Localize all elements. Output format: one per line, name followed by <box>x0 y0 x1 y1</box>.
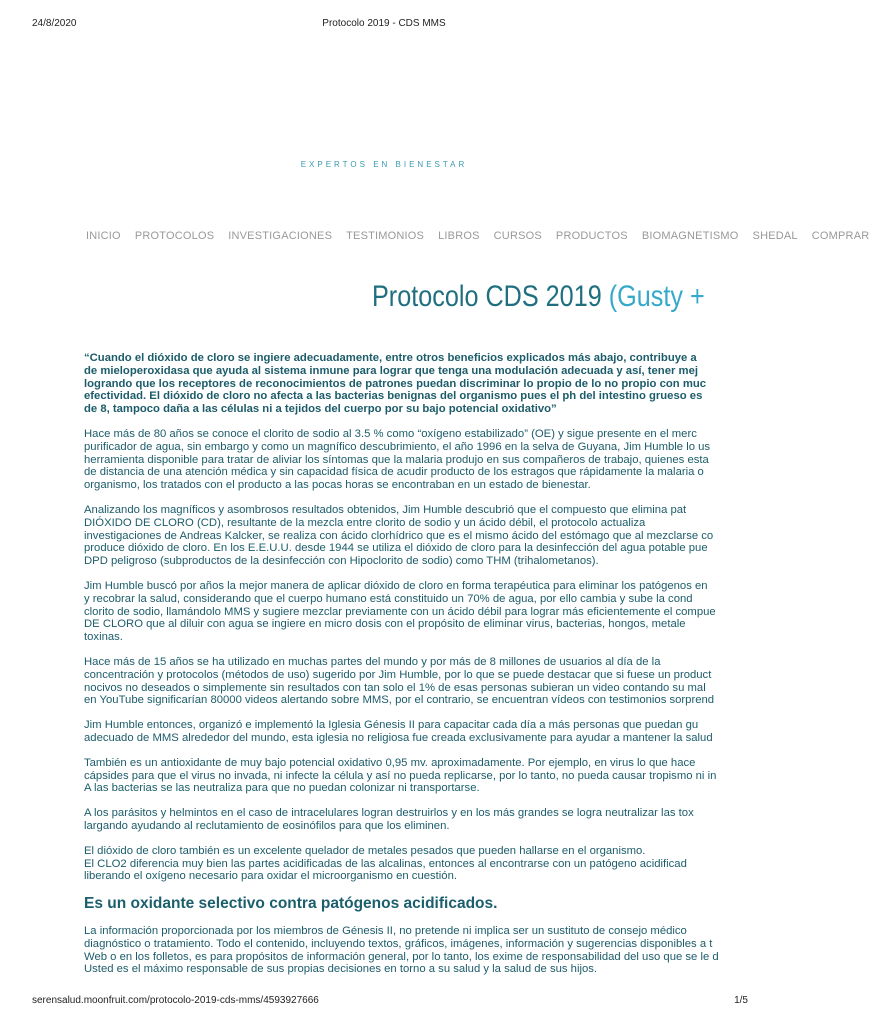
body-paragraph <box>84 656 730 707</box>
print-url: serensalud.moonfruit.com/protocolo-2019-cds-mms/4593927666 <box>32 995 319 1006</box>
disclaimer <box>84 925 730 976</box>
body-paragraph <box>84 807 730 833</box>
text-line: concentración y protocolos (métodos de uso) sugerido por Jim Humble, por lo que se puede destacar que si fuese un product <box>84 668 712 681</box>
page-title <box>372 280 705 314</box>
text-line: efectividad. El dióxido de cloro no afecta a las bacterias benignas del organismo pues el ph del intestino grueso es <box>84 390 703 403</box>
nav-item-libros[interactable]: LIBROS <box>438 230 480 242</box>
print-title: Protocolo 2019 - CDS MMS <box>322 18 446 29</box>
body-paragraph <box>84 757 730 795</box>
text-line: El dióxido de cloro también es un excelente quelador de metales pesados que pueden hallarse en el organismo. <box>84 844 646 857</box>
text-line: A los parásitos y helmintos en el caso de intracelulares logran destruirlos y en los más grandes se logra neutralizar las tox <box>84 807 694 820</box>
body-paragraphs <box>84 428 730 883</box>
text-line: A las bacterias se las neutraliza para que no puedan colonizar ni transportarse. <box>84 782 480 795</box>
text-line: Analizando los magníficos y asombrosos resultados obtenidos, Jim Humble descubrió que el compuesto que elimina pat <box>84 503 687 516</box>
text-line: Jim Humble entonces, organizó e implementó la Iglesia Génesis II para capacitar cada día a más personas que puedan gu <box>84 719 699 732</box>
text-line: de distancia de una atención médica y sin capacidad física de acudir producto de los estragos que rápidamente la malaria o <box>84 466 704 479</box>
nav-item-productos[interactable]: PRODUCTOS <box>555 230 628 242</box>
nav-item-cursos[interactable]: CURSOS <box>493 230 542 242</box>
text-line: El CLO2 diferencia muy bien las partes acidificadas de las alcalinas, entonces al encontrarse con un patógeno acidificad <box>84 857 687 870</box>
nav-item-protocolos[interactable]: PROTOCOLOS <box>134 230 215 242</box>
text-line: herramienta disponible para tratar de aliviar los síntomas que la malaria produjo en sus compañeros de trabajo, quienes esta <box>84 453 709 466</box>
text-line: Web o en los folletos, es para propósitos de información general, por lo tanto, los exime de responsabilidad del uso que se le d <box>84 950 719 963</box>
print-date: 24/8/2020 <box>32 18 77 29</box>
text-line: La información proporcionada por los miembros de Génesis II, no pretende ni implica ser un sustituto de consejo médico <box>84 925 687 938</box>
body-paragraph <box>84 504 730 568</box>
text-line: de 8, tampoco daña a las células ni a tejidos del cuerpo por su bajo potencial oxidativo” <box>84 403 557 416</box>
text-line: Hace más de 15 años se ha utilizado en muchas partes del mundo y por más de 8 millones de usuarios al día de la <box>84 655 661 668</box>
text-line: logrando que los receptores de reconocimientos de patrones puedan discriminar lo propio de lo no propio con muc <box>84 377 707 390</box>
nav-item-testimonios[interactable]: TESTIMONIOS <box>346 230 425 242</box>
nav-item-investigaciones[interactable]: INVESTIGACIONES <box>228 230 333 242</box>
nav-item-inicio[interactable]: INICIO <box>86 230 121 242</box>
text-line: organismo, los tratados con el producto a las pocas horas se encontraban en un estado de bienestar. <box>84 479 591 492</box>
text-line: nocivos no deseados o simplemente sin resultados con tan solo el 1% de esas personas subieran un video contando su mal <box>84 681 706 694</box>
text-line: “Cuando el dióxido de cloro se ingiere adecuadamente, entre otros beneficios explicados más abajo, contribuye a <box>84 352 697 364</box>
body-paragraph <box>84 719 730 745</box>
text-line: cápsides para que el virus no invada, ni infecte la célula y así no pueda replicarse, por lo tanto, no pueda causar tropismo ni in <box>84 769 717 782</box>
text-line: y recobrar la salud, considerando que el cuerpo humano está constituido un 70% de agua, por ello cambia y sube la cond <box>84 592 693 605</box>
text-line: DPD peligroso (subproductos de la desinfección con Hipoclorito de sodio) como THM (trihalometanos). <box>84 555 599 568</box>
text-line: Hace más de 80 años se conoce el clorito de sodio al 3.5 % como “oxígeno estabilizado” (OE) y sigue presente en el merc <box>84 427 697 440</box>
text-line: Usted es el máximo responsable de sus propias decisiones en torno a su salud y la salud de sus hijos. <box>84 963 598 976</box>
text-line: DE CLORO que al diluir con agua se ingiere en micro dosis con el propósito de eliminar virus, bacterias, hongos, metale <box>84 618 686 631</box>
nav-item-shedal[interactable]: SHEDAL <box>752 230 798 242</box>
title-main: Protocolo CDS 2019 <box>372 280 609 313</box>
nav-item-biomagnetismo[interactable]: BIOMAGNETISMO <box>641 230 739 242</box>
main-nav <box>86 230 870 242</box>
body-paragraph <box>84 428 730 492</box>
section-subheading: Es un oxidante selectivo contra patógenos acidificados. <box>84 895 498 913</box>
text-line: adecuado de MMS alrededor del mundo, esta iglesia no religiosa fue creada exclusivamente para ayudar a mantener la salud <box>84 731 713 744</box>
print-page-number: 1/5 <box>734 995 748 1006</box>
text-line: liberando el oxígeno necesario para oxidar el microorganismo en cuestión. <box>84 870 458 883</box>
text-line: de mieloperoxidasa que ayuda al sistema inmune para lograr que tenga una modulación adecuada y así, tener mej <box>84 364 698 377</box>
text-line: Jim Humble buscó por años la mejor manera de aplicar dióxido de cloro en forma terapéutica para eliminar los patógenos en <box>84 579 708 592</box>
body-paragraph <box>84 580 730 644</box>
article-body <box>84 352 730 976</box>
intro-quote <box>84 352 730 416</box>
text-line: DIÓXIDO DE CLORO (CD), resultante de la mezcla entre clorito de sodio y un ácido débil, el protocolo actualiza <box>84 516 646 529</box>
text-line: produce dióxido de cloro. En los E.E.U.U. desde 1944 se utiliza el dióxido de cloro para la desinfección del agua potable pue <box>84 542 708 555</box>
text-line: diagnóstico o tratamiento. Todo el contenido, incluyendo textos, gráficos, imágenes, información y sugerencias disponibles a t <box>84 937 713 950</box>
text-line: largando ayudando al reclutamiento de eosinófilos para que los eliminen. <box>84 819 450 832</box>
text-line: También es un antioxidante de muy bajo potencial oxidativo 0,95 mv. aproximadamente. Por ejemplo, en virus lo que hace <box>84 756 696 769</box>
text-line: en YouTube significarían 80000 videos alertando sobre MMS, por el contrario, se encuentran vídeos con testimonios sorprend <box>84 694 715 707</box>
text-line: clorito de sodio, llamándolo MMS y sugiere mezclar previamente con un ácido débil para lograr más eficientemente el compue <box>84 605 716 618</box>
body-paragraph <box>84 845 730 883</box>
nav-item-comprar[interactable]: COMPRAR <box>811 230 870 242</box>
text-line: purificador de agua, sin embargo y como un magnífico descubrimiento, el año 1996 en la selva de Guyana, Jim Humble lo us <box>84 440 711 453</box>
title-accent: (Gusty + <box>608 280 705 313</box>
text-line: investigaciones de Andreas Kalcker, se realiza con ácido clorhídrico que es el mismo ácido del estómago que al mezclarse co <box>84 529 714 542</box>
site-tagline: EXPERTOS EN BIENESTAR <box>300 160 468 169</box>
text-line: toxinas. <box>84 631 123 644</box>
